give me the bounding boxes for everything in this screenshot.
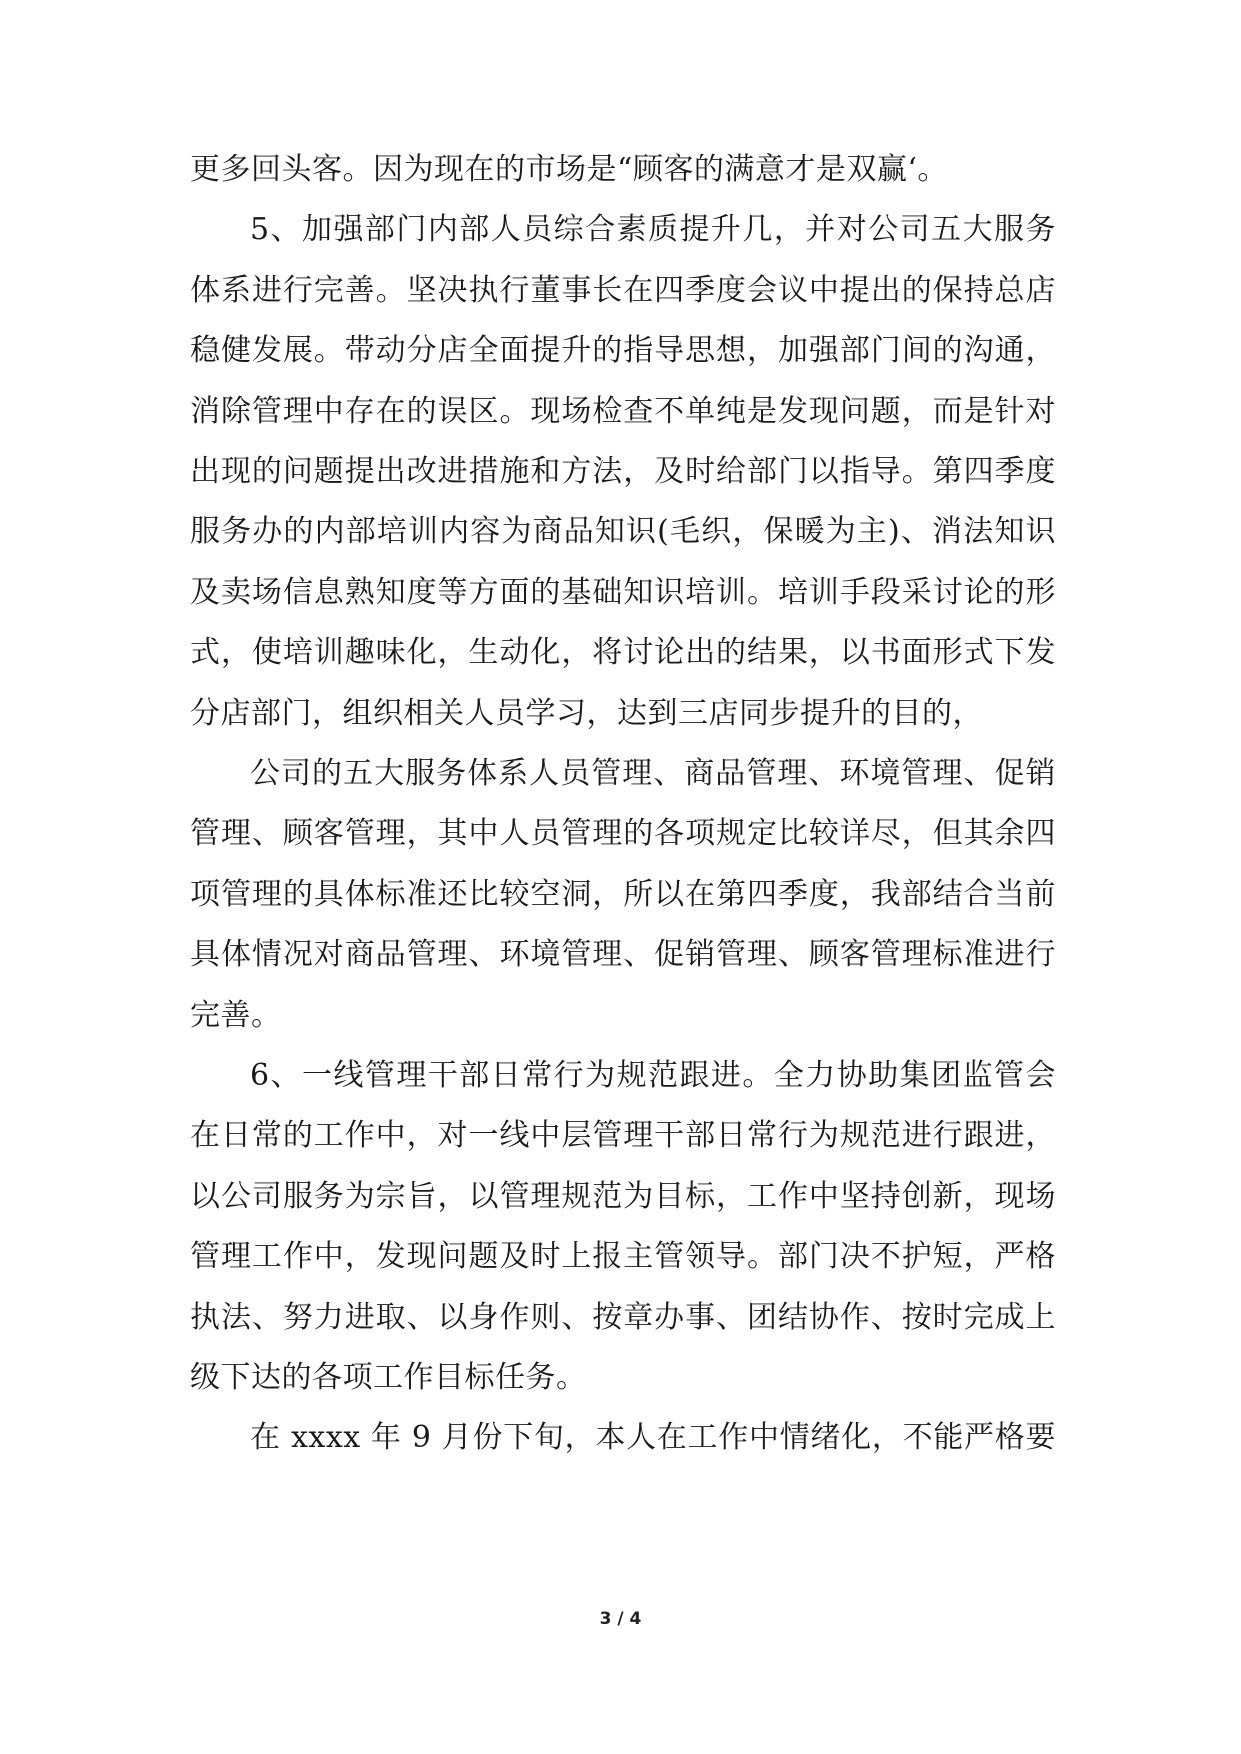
text-line: 以公司服务为宗旨，以管理规范为目标，工作中坚持创新，现场 [190,1179,1056,1214]
text-line: 管理、顾客管理，其中人员管理的各项规定比较详尽，但其余四 [190,816,1056,851]
text-line: 稳健发展。带动分店全面提升的指导思想，加强部门间的沟通， [190,333,1056,368]
text-line: 执法、努力进取、以身作则、按章办事、团结协作、按时完成上 [190,1300,1056,1335]
text-line: 及卖场信息熟知度等方面的基础知识培训。培训手段采讨论的形 [190,575,1056,610]
text-line: 项管理的具体标准还比较空洞，所以在第四季度，我部结合当前 [190,877,1056,912]
page-number: 3 / 4 [599,1609,642,1629]
text-line: 5、加强部门内部人员综合素质提升几，并对公司五大服务 [250,212,1056,247]
text-line: 式，使培训趣味化，生动化，将讨论出的结果，以书面形式下发 [190,635,1056,670]
text-line: 级下达的各项工作目标任务。 [190,1360,587,1395]
text-line: 管理工作中，发现问题及时上报主管领导。部门决不护短，严格 [190,1239,1056,1274]
text-line: 更多回头客。因为现在的市场是“顾客的满意才是双赢‘。 [190,152,948,187]
text-line: 分店部门，组织相关人员学习，达到三店同步提升的目的， [190,696,983,731]
text-line: 6、一线管理干部日常行为规范跟进。全力协助集团监管会 [250,1058,1056,1093]
text-line: 出现的问题提出改进措施和方法，及时给部门以指导。第四季度 [190,454,1056,489]
text-line: 服务办的内部培训内容为商品知识(毛织，保暖为主)、消法知识 [190,514,1056,549]
text-line: 具体情况对商品管理、环境管理、促销管理、顾客管理标准进行 [190,937,1056,972]
text-line: 完善。 [190,998,282,1033]
text-line: 体系进行完善。坚决执行董事长在四季度会议中提出的保持总店 [190,273,1056,308]
text-line: 在日常的工作中，对一线中层管理干部日常行为规范进行跟进， [190,1118,1056,1153]
text-line: 公司的五大服务体系人员管理、商品管理、环境管理、促销 [250,756,1056,791]
text-line: 在 xxxx 年 9 月份下旬，本人在工作中情绪化，不能严格要 [250,1420,1056,1455]
text-line: 消除管理中存在的误区。现场检查不单纯是发现问题，而是针对 [190,394,1056,429]
